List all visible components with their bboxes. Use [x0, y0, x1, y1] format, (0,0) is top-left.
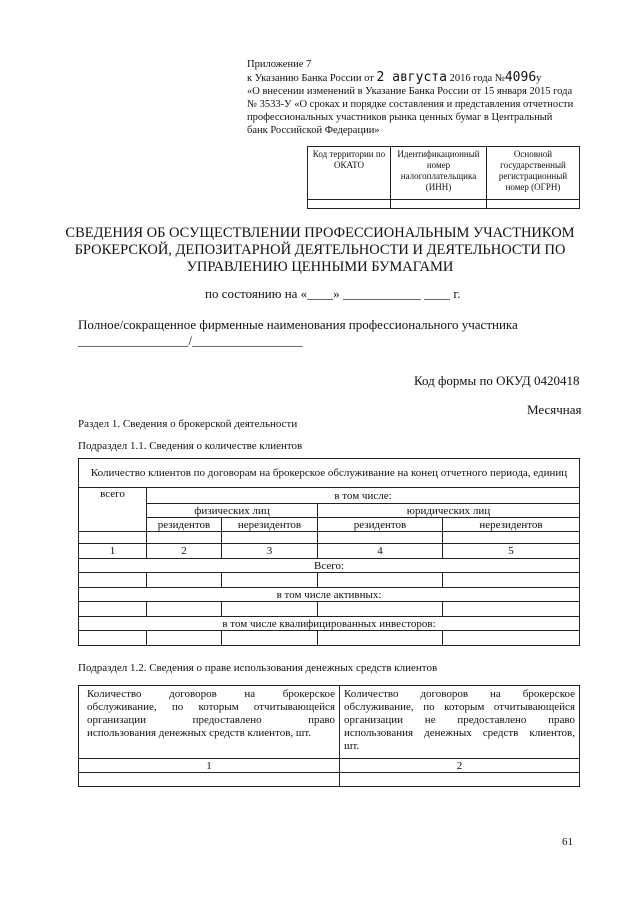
section-1-title: Раздел 1. Сведения о брокерской деятельности [78, 418, 298, 430]
table-row [79, 602, 580, 617]
ogrn-cell[interactable] [487, 200, 580, 209]
funds-usage-table [78, 685, 580, 787]
table-row [79, 631, 580, 646]
table1-caption: Количество клиентов по договорам на брокерское обслуживание на конец отчетного периода, единиц [79, 459, 580, 488]
document-title: СВЕДЕНИЯ ОБ ОСУЩЕСТВЛЕНИИ ПРОФЕССИОНАЛЬНЫМ УЧАСТНИКОМ БРОКЕРСКОЙ, ДЕПОЗИТАРНОЙ ДЕЯТЕЛЬНОСТИ И ДЕЯТЕЛЬНОСТИ ПО УПРАВЛЕНИЮ ЦЕННЫМИ БУМАГАМИ [65, 225, 575, 275]
participant-name-field[interactable]: _________________/_________________ [78, 333, 303, 348]
ogrn-header: Основной государственный регистрационный номер (ОГРН) [487, 147, 580, 200]
appendix-title: Приложение 7 [247, 59, 312, 70]
subsection-1-1-title: Подраздел 1.1. Сведения о количестве клиентов [78, 440, 303, 452]
subsection-1-2-title: Подраздел 1.2. Сведения о праве использования денежных средств клиентов [78, 662, 438, 674]
okato-cell[interactable] [308, 200, 391, 209]
okato-header: Код территории по ОКАТО [308, 147, 391, 200]
table-row [79, 573, 580, 588]
col-number: 1 [79, 544, 147, 559]
legal-nonresidents-header: нерезидентов [443, 518, 580, 532]
including-header: в том числе: [147, 488, 580, 504]
appendix-header: Приложение 7 к Указанию Банка России от 2 августа 2016 года №4096у «О внесении изменений в Указание Банка России от 15 января 2015 года № 3533-У «О сроках и порядке составления и представления отчетности профессиональных участников рынка ценных бумаг в Центральный банк Российской Федерации» [247, 58, 597, 137]
decree-reference: к Указанию Банка России от 2 августа 2016 года №4096у [247, 70, 542, 85]
individuals-nonresidents-header: нерезидентов [222, 518, 318, 532]
col-number: 2 [147, 544, 222, 559]
total-header: всего [79, 488, 147, 532]
periodicity: Месячная [527, 402, 582, 417]
inn-header: Идентификационный номер налогоплательщика (ИНН) [391, 147, 487, 200]
not-granted-contracts-header: Количество договоров на брокерское обслуживание, по которым отчитывающейся организации не предоставлено право использования денежных средств клиентов, шт. [340, 686, 580, 759]
row-qualified-label: в том числе квалифицированных инвесторов: [79, 617, 580, 631]
row-total-label: Всего: [79, 559, 580, 573]
individuals-residents-header: резидентов [147, 518, 222, 532]
participant-name-label: Полное/сокращенное фирменные наименования профессионального участника [78, 317, 518, 332]
table-row [79, 773, 580, 787]
as-of-date: по состоянию на «____» ____________ ____ г. [205, 286, 461, 301]
legal-entities-header: юридических лиц [318, 504, 580, 518]
column-numbers-row [79, 544, 580, 559]
col-number: 5 [443, 544, 580, 559]
legal-residents-header: резидентов [318, 518, 443, 532]
col-number: 3 [222, 544, 318, 559]
row-active-label: в том числе активных: [79, 588, 580, 602]
col-number: 2 [340, 759, 580, 773]
granted-contracts-header: Количество договоров на брокерское обслуживание, по которым отчитывающейся организации предоставлено право использования денежных средств клиентов, шт. [79, 686, 340, 759]
inn-cell[interactable] [391, 200, 487, 209]
okud-code: Код формы по ОКУД 0420418 [414, 373, 580, 388]
col-number: 4 [318, 544, 443, 559]
codes-table [307, 146, 580, 209]
handwritten-date: 2 августа [376, 70, 447, 85]
clients-count-table [78, 458, 580, 646]
individuals-header: физических лиц [147, 504, 318, 518]
page-number: 61 [562, 836, 573, 848]
handwritten-number: 4096 [504, 70, 537, 85]
col-number: 1 [79, 759, 340, 773]
